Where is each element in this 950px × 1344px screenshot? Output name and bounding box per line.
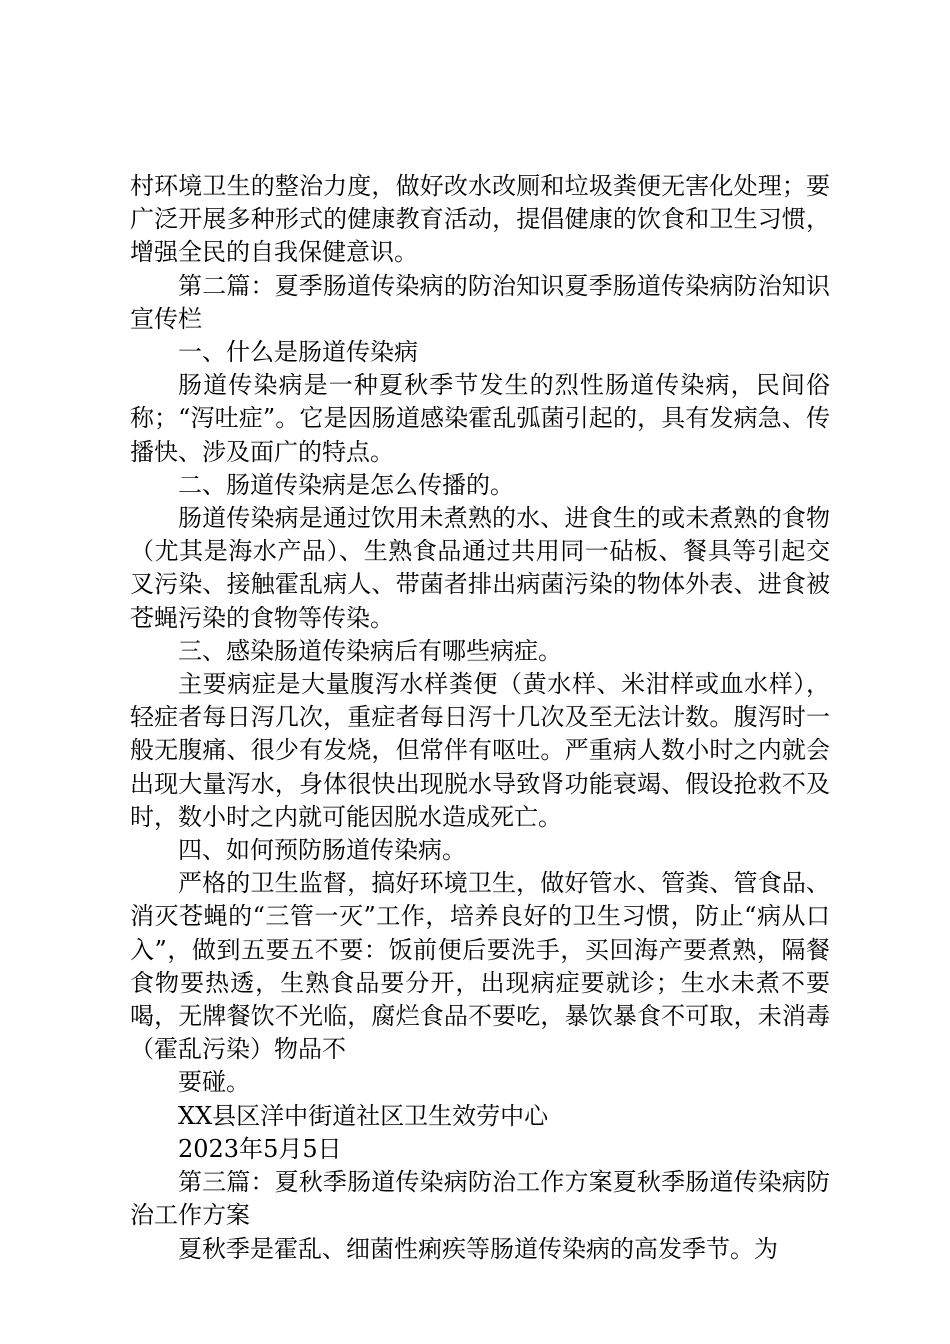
paragraph-definition: 肠道传染病是一种夏秋季节发生的烈性肠道传染病，民间俗称；“泻吐症”。它是因肠道感染霍乱弧菌引起的，具有发病急、传播快、涉及面广的特点。 — [130, 371, 830, 466]
paragraph-part-three-intro: 夏秋季是霍乱、细菌性痢疾等肠道传染病的高发季节。为 — [178, 1234, 778, 1263]
signature-organization: XX县区洋中街道社区卫生效劳中心 — [178, 1101, 549, 1130]
paragraph-intro-continuation: 村环境卫生的整治力度，做好改水改厕和垃圾粪便无害化处理；要广泛开展多种形式的健康教育活动，提倡健康的饮食和卫生习惯，增强全民的自我保健意识。 — [130, 172, 830, 267]
paragraph-transmission: 肠道传染病是通过饮用未煮熟的水、进食生的或未煮熟的食物（尤其是海水产品）、生熟食品通过共用同一砧板、餐具等引起交叉污染、接触霍乱病人、带菌者排出病菌污染的物体外表、进食被苍蝇污染的食物等传染。 — [130, 504, 830, 632]
paragraph-prevention: 严格的卫生监督，搞好环境卫生，做好管水、管粪、管食品、消灭苍蝇的“三管一灭”工作，培养良好的卫生习惯，防止“病从口入”，做到五要五不要：饭前便后要洗手，买回海产要煮熟，隔餐食物要热透，生熟食品要分开，出现病症要就诊；生水未煮不要喝，无牌餐饮不光临，腐烂食品不要吃，暴饮暴食不可取，未消毒（霍乱污染）物品不 — [130, 869, 830, 1064]
heading-transmission: 二、肠道传染病是怎么传播的。 — [178, 470, 514, 499]
section-title-part-three: 第三篇：夏秋季肠道传染病防治工作方案夏秋季肠道传染病防治工作方案 — [130, 1168, 830, 1230]
paragraph-prevention-tail: 要碰。 — [178, 1068, 250, 1097]
paragraph-symptoms: 主要病症是大量腹泻水样粪便（黄水样、米泔样或血水样），轻症者每日泻几次，重症者每日泻十几次及至无法计数。腹泻时一般无腹痛、很少有发烧，但常伴有呕吐。严重病人数小时之内就会出现大量泻水，身体很快出现脱水导致肾功能衰竭、假设抢救不及时，数小时之内就可能因脱水造成死亡。 — [130, 670, 830, 831]
section-title-part-two: 第二篇：夏季肠道传染病的防治知识夏季肠道传染病防治知识宣传栏 — [130, 271, 830, 333]
heading-symptoms: 三、感染肠道传染病后有哪些病症。 — [178, 636, 562, 665]
document-page — [130, 170, 830, 1266]
heading-what-is: 一、什么是肠道传染病 — [178, 338, 418, 367]
signature-date: 2023年5月5日 — [178, 1134, 342, 1163]
heading-prevention: 四、如何预防肠道传染病。 — [178, 836, 466, 865]
